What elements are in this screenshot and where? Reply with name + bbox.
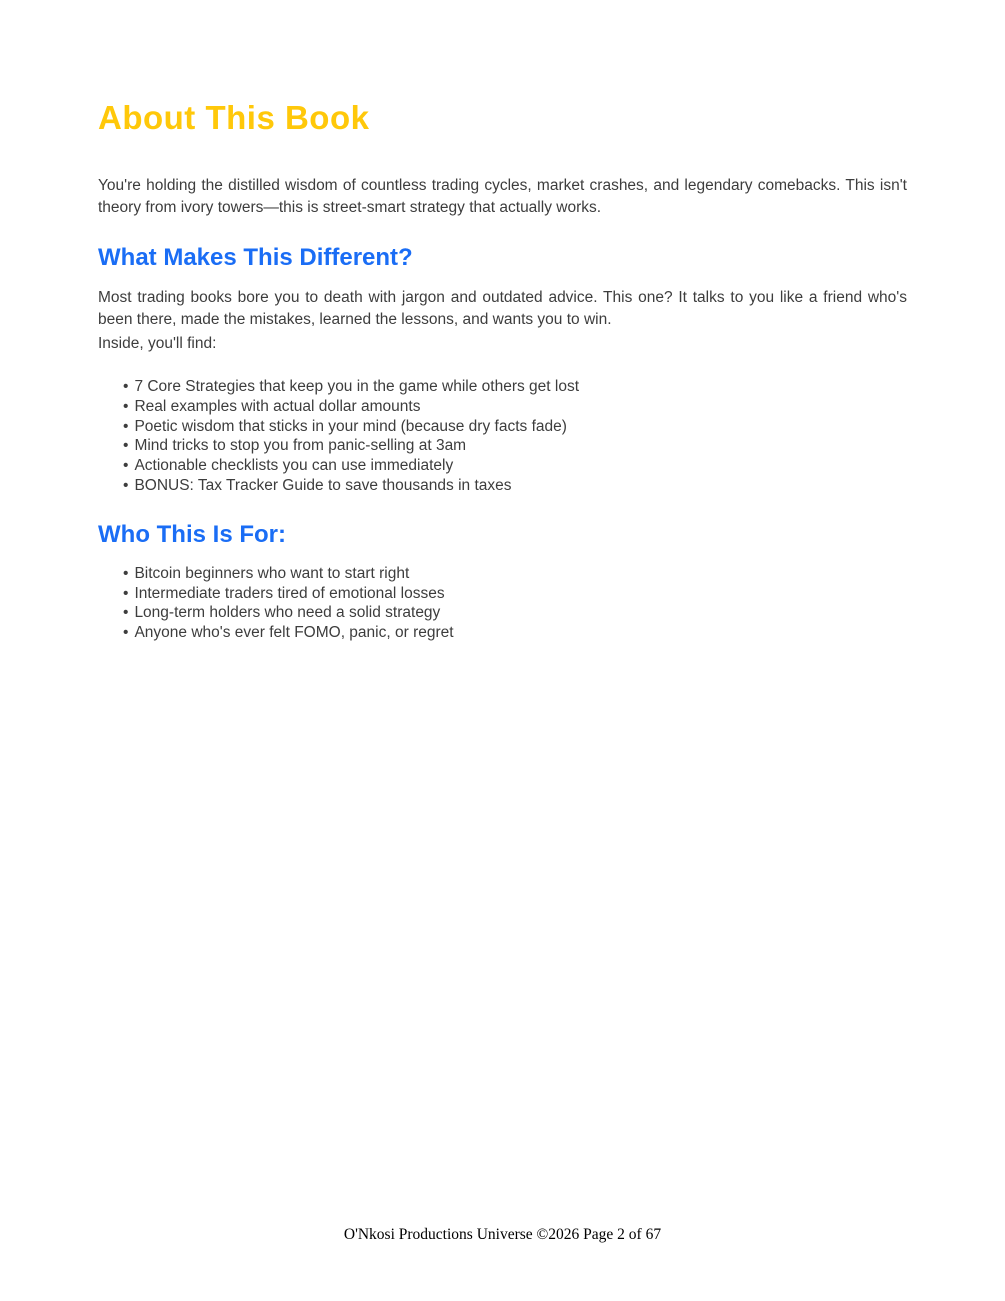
list-item-text: Anyone who's ever felt FOMO, panic, or regret <box>134 624 454 642</box>
section-heading-who-this-is-for: Who This Is For: <box>98 520 286 548</box>
list-item-text: Long-term holders who need a solid strategy <box>134 604 441 622</box>
list-item <box>123 377 907 397</box>
audience-list <box>98 564 907 643</box>
bullet-marker: • <box>123 457 129 475</box>
list-item-text: Intermediate traders tired of emotional losses <box>134 584 445 602</box>
page-content <box>98 0 907 667</box>
list-item <box>123 397 907 417</box>
bullet-marker: • <box>123 397 129 415</box>
list-item <box>123 417 907 437</box>
list-item <box>123 456 907 476</box>
intro-paragraph: You're holding the distilled wisdom of countless trading cycles, market crashes, and legendary comebacks. This isn't theory from ivory towers—this is street-smart strategy that actually works. <box>98 177 907 216</box>
list-item <box>123 564 907 584</box>
section-different-paragraph: Most trading books bore you to death with jargon and outdated advice. This one? It talks to you like a friend who's been there, made the mistakes, learned the lessons, and wants you to win. <box>98 289 907 328</box>
bullet-marker: • <box>123 564 129 582</box>
list-item-text: Poetic wisdom that sticks in your mind (because dry facts fade) <box>134 417 567 435</box>
bullet-marker: • <box>123 417 129 435</box>
list-lead-in: Inside, you'll find: <box>98 335 217 352</box>
list-item <box>123 623 907 643</box>
bullet-marker: • <box>123 476 129 494</box>
page-footer: O'Nkosi Productions Universe ©2026 Page 2 of 67 <box>343 1226 662 1243</box>
list-item <box>123 476 907 496</box>
list-item <box>123 603 907 623</box>
list-item-text: Real examples with actual dollar amounts <box>134 397 421 415</box>
bullet-marker: • <box>123 584 129 602</box>
list-item-text: Actionable checklists you can use immediately <box>134 457 454 475</box>
list-item <box>123 584 907 604</box>
bullet-marker: • <box>123 378 129 395</box>
section-heading-what-makes-this-different: What Makes This Different? <box>98 244 413 271</box>
features-list <box>98 377 907 496</box>
bullet-marker: • <box>123 604 129 622</box>
list-item-text: 7 Core Strategies that keep you in the game while others get lost <box>134 378 580 395</box>
list-item <box>123 436 907 456</box>
bullet-marker: • <box>123 437 129 455</box>
list-item-text: Mind tricks to stop you from panic-selling at 3am <box>134 437 467 455</box>
list-item-text: Bitcoin beginners who want to start right <box>134 564 410 582</box>
bullet-marker: • <box>123 624 129 642</box>
page-title: About This Book <box>98 99 370 136</box>
list-item-text: BONUS: Tax Tracker Guide to save thousands in taxes <box>134 476 512 494</box>
